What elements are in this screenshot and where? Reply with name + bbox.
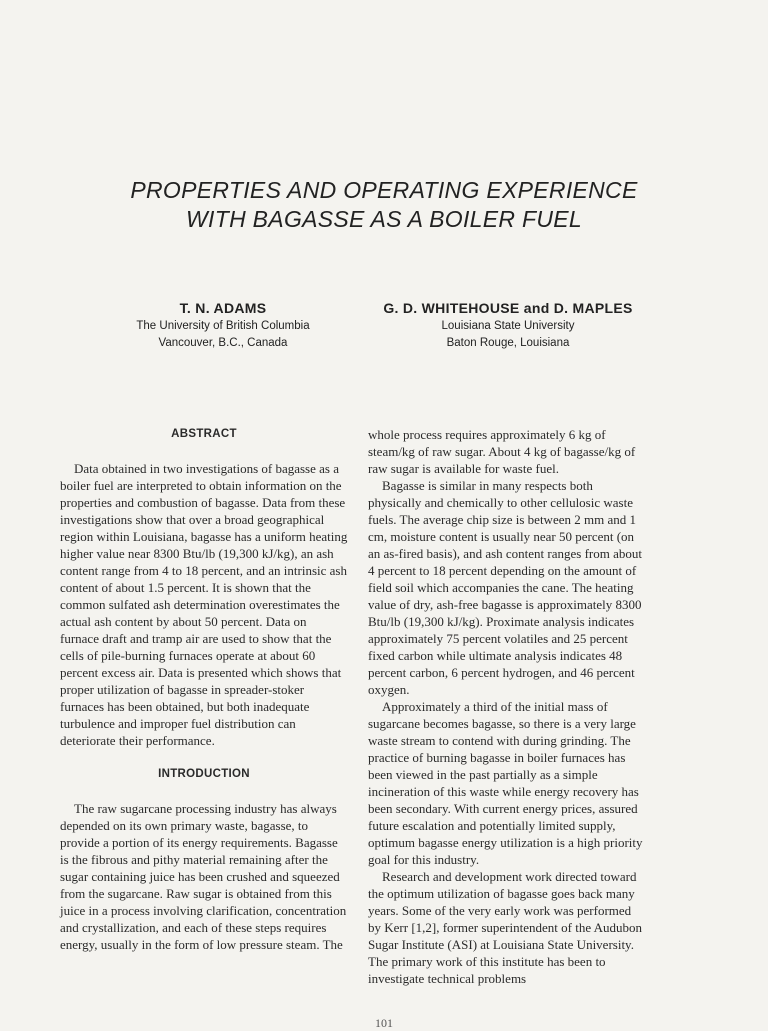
author-affiliation: The University of British Columbia xyxy=(136,320,310,332)
body-paragraph: Bagasse is similar in many respects both physically and chemically to other cellulosic waste fuels. The average chip size is between 2 mm and 1 cm, moisture content is usually near 50 percent (on an as-fired basis), and ash content ranges from about 4 percent to 18 percent depending on the amount of field soil which accompanies the cane. The heating value of dry, ash-free bagasse is approximately 8300 Btu/lb (19,300 kJ/kg). Proximate analysis indicates approximately 75 percent volatiles and 25 percent fixed carbon while ultimate analysis indicates 48 percent carbon, 6 percent hydrogen, and 46 percent oxygen. xyxy=(368,478,642,697)
body-paragraph: whole process requires approximately 6 kg of steam/kg of raw sugar. About 4 kg of bagasse/kg of raw sugar is available for waste fuel. xyxy=(368,427,636,476)
body-paragraph: Approximately a third of the initial mass of sugarcane becomes bagasse, so there is a very large waste stream to contend with during grinding. The practice of burning bagasse in boiler furnaces has been viewed in the past partially as a simple incineration of this waste while energy recovery has been secondary. With current energy prices, assured future escalation and potentially limited supply, optimum bagasse energy utilization is a high priority goal for this industry. xyxy=(368,699,643,867)
author-location: Baton Rouge, Louisiana xyxy=(446,337,570,349)
author-location: Vancouver, B.C., Canada xyxy=(158,337,288,349)
abstract-text: Data obtained in two investigations of bagasse as a boiler fuel are interpreted to obtain information on the properties and combustion of bagasse. Data from these investigations show that over a broad geographical region within Louisiana, bagasse has a uniform heating higher value near 8300 Btu/lb (19,300 kJ/kg), an ash content range from 4 to 18 percent, and an intrinsic ash content of about 1.5 percent. It is shown that the common sulfated ash determination overestimates the actual ash content by about 50 percent. Data on furnace draft and tramp air are used to show that the cells of pile-burning furnaces operate at about 60 percent excess air. Data is presented which shows that proper utilization of bagasse in spreader-stoker furnaces has been obtained, but both inadequate turbulence and improper fuel distribution can deteriorate their performance. xyxy=(60,461,348,748)
author-block-right xyxy=(330,298,686,352)
author-affiliation: Louisiana State University xyxy=(441,320,575,332)
left-column xyxy=(60,426,348,953)
paper-title xyxy=(0,176,768,234)
abstract-heading: ABSTRACT xyxy=(171,428,237,440)
author-name: G. D. WHITEHOUSE and D. MAPLES xyxy=(383,300,633,316)
right-column xyxy=(368,426,646,987)
title-line-2: WITH BAGASSE AS A BOILER FUEL xyxy=(186,206,582,232)
introduction-heading: INTRODUCTION xyxy=(158,768,250,780)
author-name: T. N. ADAMS xyxy=(179,300,267,316)
page-number: 101 xyxy=(375,1016,393,1030)
body-paragraph: Research and development work directed toward the optimum utilization of bagasse goes back many years. Some of the very early work was performed by Kerr [1,2], former superintendent of the Audubon Sugar Institute (ASI) at Louisiana State University. The primary work of this institute has been to investigate technical problems xyxy=(368,869,643,986)
introduction-paragraph: The raw sugarcane processing industry has always depended on its own primary waste, bagasse, to provide a portion of its energy requirements. Bagasse is the fibrous and pithy material remaining after the sugar containing juice has been crushed and squeezed from the sugarcane. Raw sugar is obtained from this juice in a process involving clarification, concentration and crystallization, and each of these steps requires energy, usually in the form of low pressure steam. The xyxy=(60,801,347,952)
title-line-1: PROPERTIES AND OPERATING EXPERIENCE xyxy=(130,177,638,203)
